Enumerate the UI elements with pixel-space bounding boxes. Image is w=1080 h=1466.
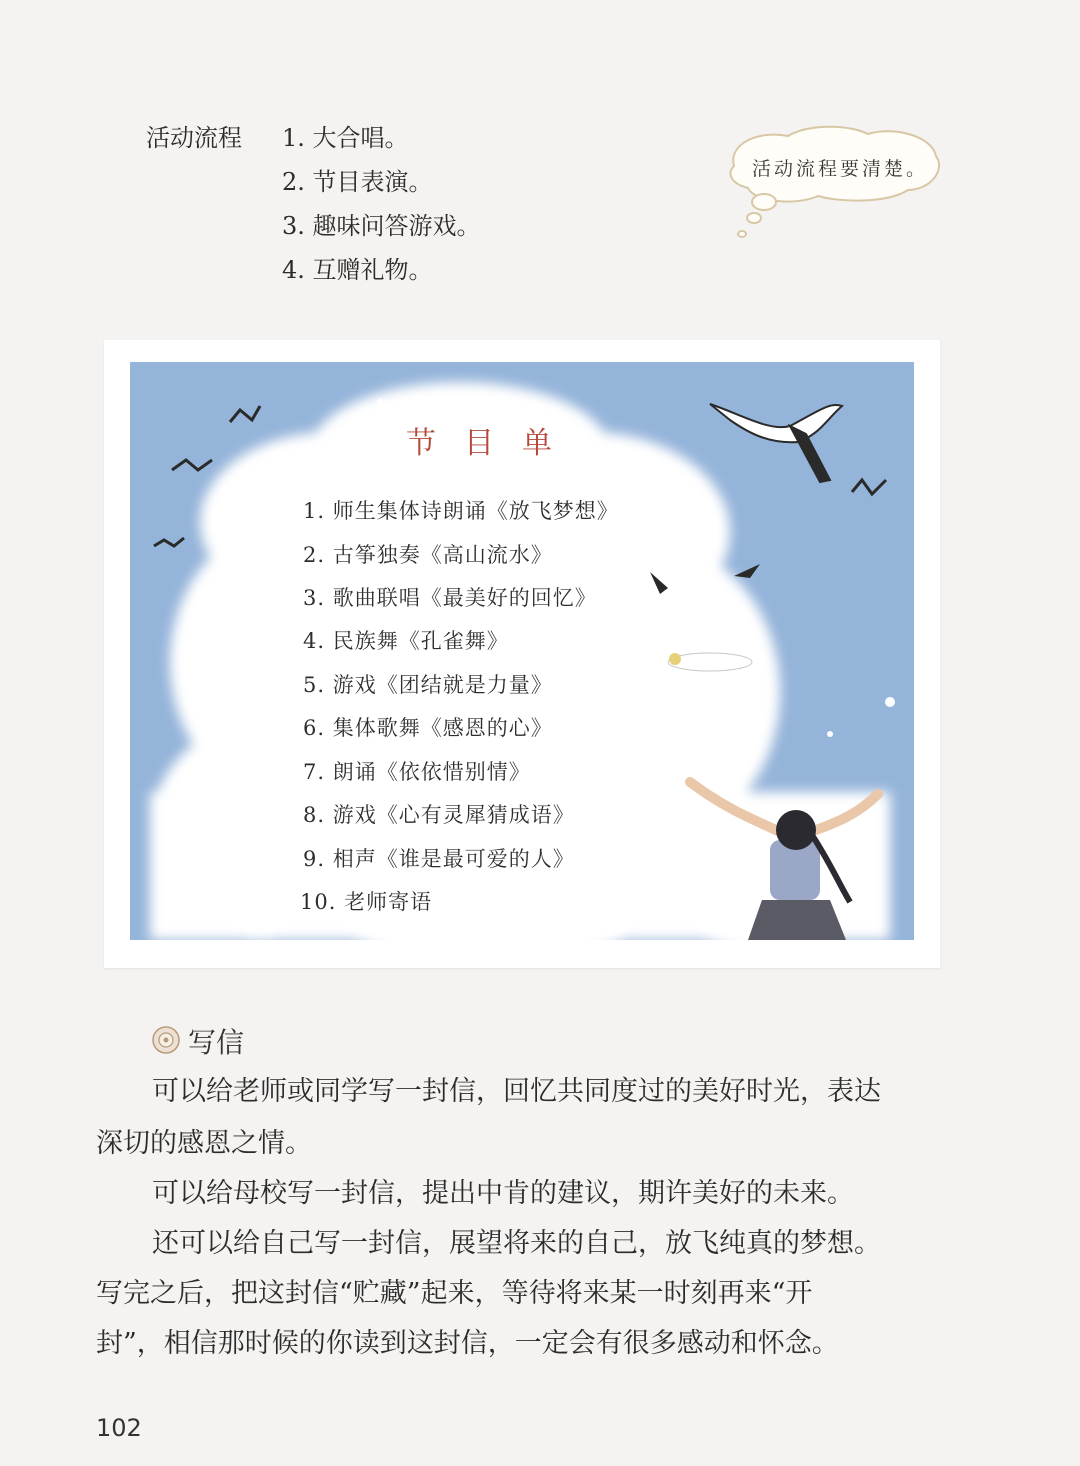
- paragraph-line: 还可以给自己写一封信，展望将来的自己，放飞纯真的梦想。: [152, 1228, 881, 1259]
- paragraph-line: 封”，相信那时候的你读到这封信，一定会有很多感动和怀念。: [96, 1328, 839, 1359]
- program-item: 4. 民族舞《孔雀舞》: [303, 629, 509, 653]
- flow-label: 活动流程: [146, 124, 242, 152]
- program-item: 10. 老师寄语: [300, 890, 433, 914]
- program-item: 3. 歌曲联唱《最美好的回忆》: [303, 586, 597, 610]
- program-title: 节目单: [406, 426, 580, 461]
- program-item: 6. 集体歌舞《感恩的心》: [303, 716, 553, 740]
- section-title: 写信: [188, 1026, 245, 1059]
- program-item: 8. 游戏《心有灵犀猜成语》: [303, 803, 575, 827]
- bubble-text: 活动流程要清楚。: [752, 158, 929, 180]
- flow-item: 1. 大合唱。: [282, 124, 409, 152]
- flow-item: 4. 互赠礼物。: [282, 256, 433, 284]
- flow-item: 2. 节目表演。: [282, 168, 433, 196]
- seagull-icon: [668, 653, 752, 671]
- paragraph-line: 深切的感恩之情。: [96, 1128, 312, 1159]
- program-item: 2. 古筝独奏《高山流水》: [303, 543, 553, 567]
- page-number: 102: [96, 1414, 142, 1442]
- paragraph-line: 可以给母校写一封信，提出中肯的建议，期许美好的未来。: [152, 1178, 854, 1209]
- paragraph-line: 写完之后，把这封信“贮藏”起来，等待将来某一时刻再来“开: [96, 1278, 813, 1309]
- program-item: 1. 师生集体诗朗诵《放飞梦想》: [303, 499, 619, 523]
- program-item: 7. 朗诵《依依惜别情》: [303, 760, 531, 784]
- flow-item: 3. 趣味问答游戏。: [282, 212, 481, 240]
- program-item: 9. 相声《谁是最可爱的人》: [303, 847, 575, 871]
- program-item: 5. 游戏《团结就是力量》: [303, 673, 553, 697]
- paragraph-line: 可以给老师或同学写一封信，回忆共同度过的美好时光，表达: [152, 1076, 881, 1107]
- flower-badge-icon: [152, 1026, 180, 1054]
